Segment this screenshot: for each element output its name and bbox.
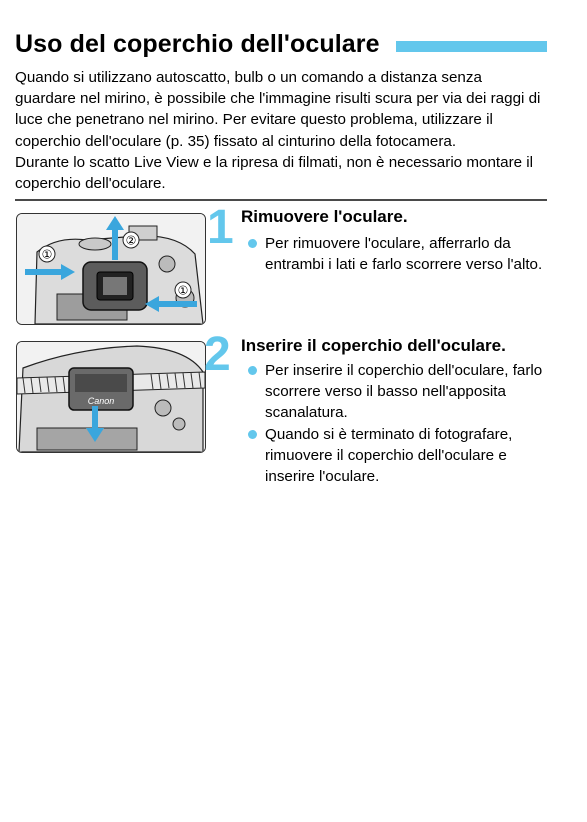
step-2-title: Inserire il coperchio dell'oculare. [241, 336, 506, 355]
step-2-bullet-2-text: Quando si è terminato di fotografare, rimuovere il coperchio dell'oculare e inserire l'oculare. [265, 425, 513, 486]
callout-2-top: ② [125, 233, 137, 248]
camera-eyepiece-removal-drawing [17, 214, 205, 324]
step-1-bullet-1-text: Per rimuovere l'oculare, afferrarlo da entrambi i lati e farlo scorrere verso l'alto. [265, 235, 543, 274]
step-2-bullet-1-text: Per inserire il coperchio dell'oculare, farlo scorrere verso il basso nell'apposita scanalatura. [265, 362, 543, 422]
brand-label: Canon [87, 396, 115, 406]
step-2-bullet-1 [247, 360, 547, 424]
intro-paragraph-2: Durante lo scatto Live View e la ripresa di filmati, non è necessario montare il coperchio dell'oculare. [15, 153, 534, 193]
intro-paragraph-1: Quando si utilizzano autoscatto, bulb o un comando a distanza senza guardare nel mirino, è possibile che l'immagine risulti scura per via dei raggi di luce che penetrano nel mirino. Per evitare questo problema, utilizzare il coperchio dell'oculare (p. 35) fissato al cinturino della fotocamera. [15, 69, 541, 150]
step-1-bullets [247, 233, 547, 275]
callout-1-left: ① [41, 247, 53, 262]
step-1-number: 1 [207, 201, 234, 254]
bullet-dot-icon [248, 366, 257, 375]
title-accent-bar [396, 41, 547, 52]
page-title: Uso del coperchio dell'oculare [15, 30, 380, 58]
step-1-bullet-1 [247, 233, 547, 275]
step-2-illustration [16, 341, 206, 453]
step-1-illustration [16, 213, 206, 325]
step-2-number: 2 [204, 328, 231, 381]
eyepiece-cover-insertion-drawing [17, 342, 205, 452]
step-2-bullet-2 [247, 424, 547, 488]
bullet-dot-icon [248, 239, 257, 248]
callout-1-right: ① [177, 283, 189, 298]
bullet-dot-icon [248, 430, 257, 439]
intro-text [15, 67, 545, 194]
section-heading [15, 30, 547, 60]
section-divider [15, 199, 547, 201]
step-1-title: Rimuovere l'oculare. [241, 207, 408, 226]
step-2-bullets [247, 360, 547, 487]
